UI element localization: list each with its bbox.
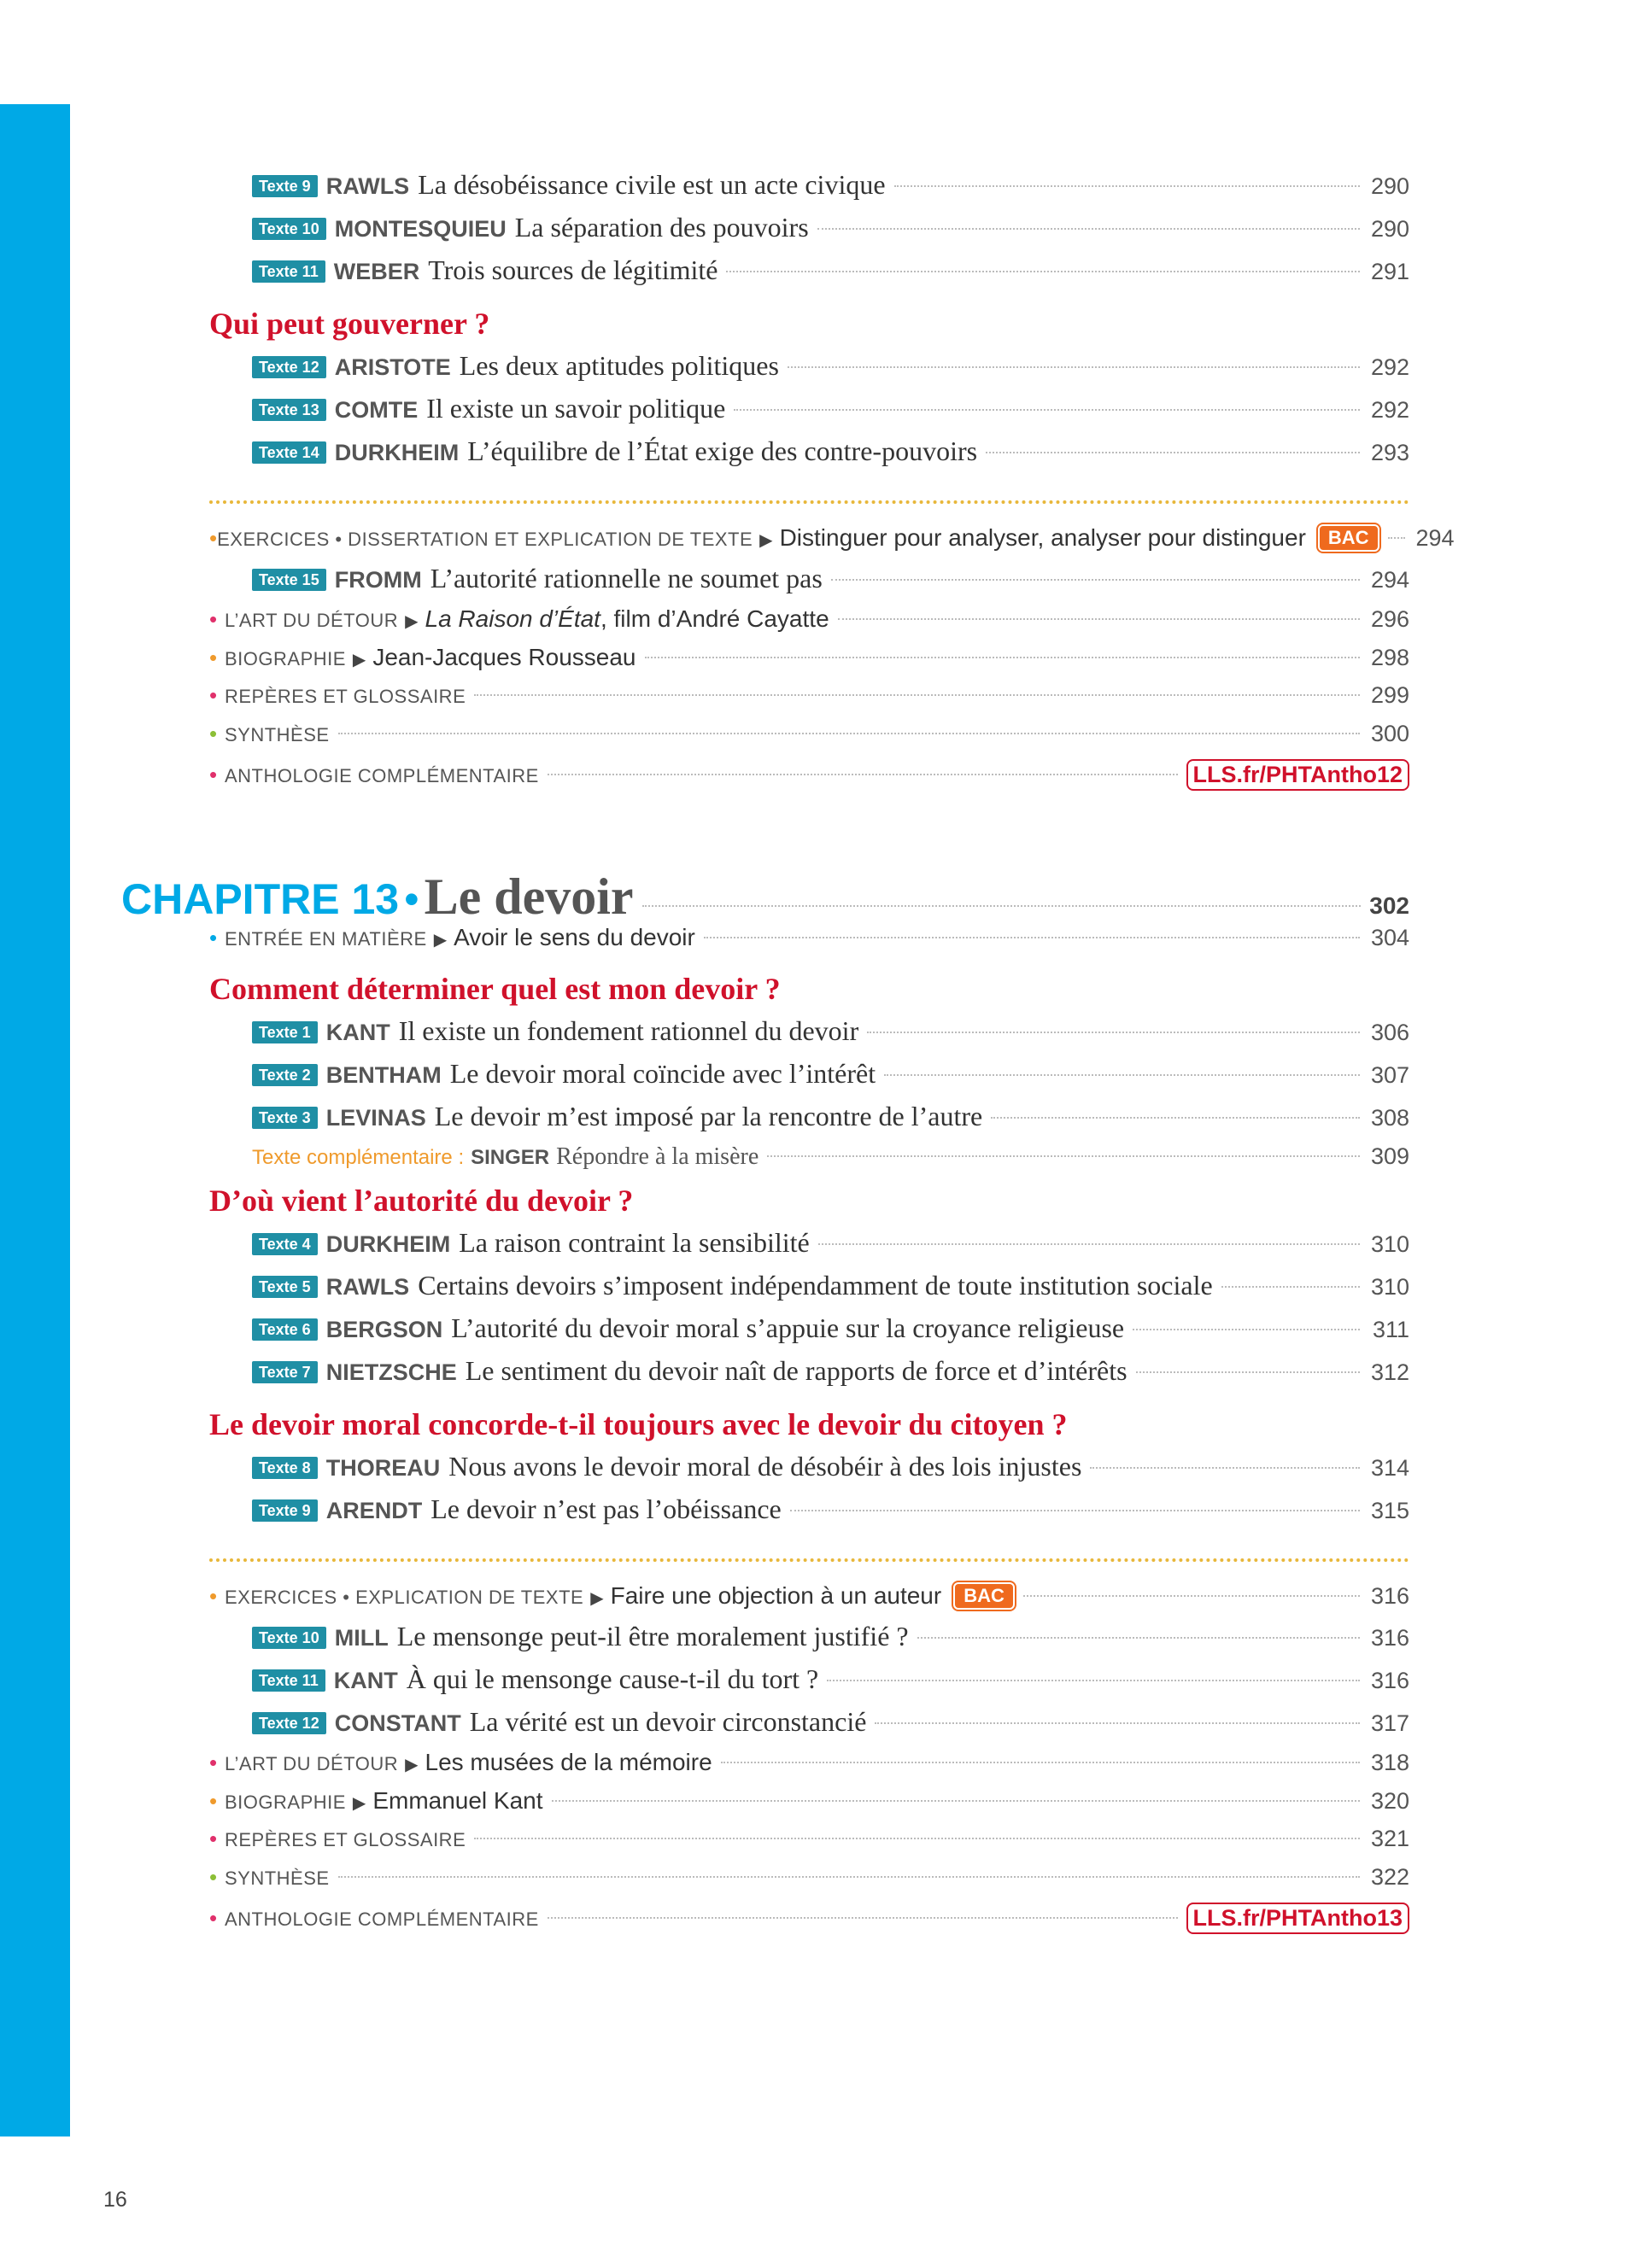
text-badge: Texte 10 xyxy=(252,218,326,240)
page-ref: 298 xyxy=(1370,645,1409,670)
text-author: BERGSON xyxy=(325,1317,443,1342)
section-heading[interactable]: D’où vient l’autorité du devoir ? xyxy=(209,1184,634,1218)
page-ref: 318 xyxy=(1370,1750,1409,1775)
page-ref: 307 xyxy=(1370,1062,1409,1088)
text-badge: Texte 2 xyxy=(252,1064,318,1086)
toc-text-entry[interactable] xyxy=(209,254,1409,297)
text-badge: Texte 3 xyxy=(252,1107,318,1129)
entry-kind: L’ART DU DÉTOUR xyxy=(225,610,399,631)
entry-title: La Raison d’État, film d’André Cayatte xyxy=(425,605,829,632)
text-title: La raison contraint la sensibilité xyxy=(459,1227,810,1258)
toc-art-entry[interactable] xyxy=(209,1749,1409,1787)
toc-complementary-entry[interactable] xyxy=(209,1143,1409,1174)
text-badge: Texte 9 xyxy=(252,175,318,197)
page-ref: 294 xyxy=(1370,567,1409,593)
toc-text-entry[interactable] xyxy=(209,1663,1409,1706)
dot-leader xyxy=(986,452,1360,453)
toc-text-entry[interactable] xyxy=(209,1451,1409,1493)
text-author: COMTE xyxy=(334,397,419,423)
play-arrow-icon: ▶ xyxy=(405,612,419,631)
text-author: DURKHEIM xyxy=(334,440,460,465)
text-badge: Texte 11 xyxy=(252,1669,325,1692)
page-ref: 299 xyxy=(1370,682,1409,708)
text-title: L’autorité rationnelle ne soumet pas xyxy=(430,563,823,593)
dot-leader xyxy=(552,1800,1360,1802)
page-ref: 300 xyxy=(1370,721,1409,746)
text-badge: Texte 9 xyxy=(252,1499,318,1522)
bullet-icon: • xyxy=(209,925,218,950)
toc-reperes-entry[interactable] xyxy=(209,682,1409,721)
text-badge: Texte 7 xyxy=(252,1361,318,1383)
dotted-divider xyxy=(209,500,1409,504)
page-ref: 322 xyxy=(1370,1864,1409,1890)
toc-text-entry[interactable] xyxy=(209,1621,1409,1663)
bullet-icon: • xyxy=(209,1826,218,1851)
entry-kind: EXERCICES • DISSERTATION ET EXPLICATION DE TEXTE xyxy=(217,529,753,550)
toc-text-entry[interactable] xyxy=(209,393,1409,435)
bullet-icon: • xyxy=(209,1788,218,1814)
toc-text-entry[interactable] xyxy=(209,563,1409,605)
toc-synthese-entry[interactable] xyxy=(209,721,1409,759)
text-title: Certains devoirs s’imposent indépendamment de toute institution sociale xyxy=(418,1270,1213,1301)
toc-exercises-entry[interactable] xyxy=(209,524,1455,563)
dot-leader xyxy=(1133,1329,1360,1330)
toc-chapter-13 xyxy=(121,868,1409,1941)
dot-leader xyxy=(474,694,1360,696)
bullet-icon: • xyxy=(209,682,218,708)
text-badge: Texte 11 xyxy=(252,260,325,283)
dot-leader xyxy=(1023,1595,1360,1597)
dot-leader xyxy=(767,1155,1360,1157)
toc-biography-entry[interactable] xyxy=(209,1787,1409,1826)
text-author: FROMM xyxy=(334,567,422,593)
page-ref: 314 xyxy=(1370,1455,1409,1481)
dot-leader xyxy=(548,1917,1178,1919)
play-arrow-icon: ▶ xyxy=(590,1589,604,1608)
toc-exercises-entry[interactable] xyxy=(209,1582,1409,1621)
toc-synthese-entry[interactable] xyxy=(209,1864,1409,1903)
toc-text-entry[interactable] xyxy=(209,212,1409,254)
page-ref: 320 xyxy=(1370,1788,1409,1814)
dot-leader xyxy=(1221,1286,1360,1288)
page-ref: 306 xyxy=(1370,1020,1409,1045)
text-title: Il existe un fondement rationnel du devoir xyxy=(398,1015,859,1046)
page-ref: 317 xyxy=(1370,1710,1409,1736)
entry-kind: BIOGRAPHIE xyxy=(225,648,346,669)
page-ref: 290 xyxy=(1370,173,1409,199)
text-author: LEVINAS xyxy=(325,1105,426,1131)
toc-text-entry[interactable] xyxy=(209,1355,1409,1398)
text-title: La désobéissance civile est un acte civique xyxy=(418,169,886,200)
dot-leader xyxy=(1136,1371,1360,1373)
text-author: BENTHAM xyxy=(325,1062,442,1088)
page-ref: 308 xyxy=(1370,1105,1409,1131)
text-badge: Texte 1 xyxy=(252,1021,318,1043)
chapter-label: CHAPITRE 13 xyxy=(121,875,400,923)
text-title: Le sentiment du devoir naît de rapports de force et d’intérêts xyxy=(465,1355,1128,1386)
text-badge: Texte 8 xyxy=(252,1457,318,1479)
entry-kind: SYNTHÈSE xyxy=(225,1868,330,1889)
bullet-icon: • xyxy=(209,1905,218,1931)
text-author: ARENDT xyxy=(325,1498,423,1523)
text-title: L’équilibre de l’État exige des contre-pouvoirs xyxy=(467,435,978,466)
toc-anthology-entry[interactable] xyxy=(209,1903,1409,1941)
text-title: À qui le mensonge cause-t-il du tort ? xyxy=(406,1663,819,1694)
toc-text-entry[interactable] xyxy=(209,435,1409,478)
text-badge: Texte 10 xyxy=(252,1627,326,1649)
text-badge: Texte 4 xyxy=(252,1233,318,1255)
dot-leader xyxy=(726,271,1360,272)
page-ref: 316 xyxy=(1370,1625,1409,1651)
text-badge: Texte 6 xyxy=(252,1318,318,1341)
play-arrow-icon: ▶ xyxy=(759,531,773,550)
section-heading[interactable]: Le devoir moral concorde-t-il toujours avec le devoir du citoyen ? xyxy=(209,1407,1068,1441)
page-ref: 293 xyxy=(1370,440,1409,465)
text-title: Trois sources de légitimité xyxy=(428,254,718,285)
section-heading[interactable]: Comment déterminer quel est mon devoir ? xyxy=(209,972,781,1006)
entry-title: Jean-Jacques Rousseau xyxy=(372,644,636,670)
entry-title: Avoir le sens du devoir xyxy=(454,924,695,950)
bullet-icon: • xyxy=(209,645,218,670)
dot-leader xyxy=(884,1074,1360,1076)
bullet-icon: • xyxy=(209,1864,218,1890)
text-badge: Texte 14 xyxy=(252,441,326,464)
page-ref: 309 xyxy=(1370,1143,1409,1169)
text-author: KANT xyxy=(333,1668,398,1693)
dot-leader xyxy=(838,618,1360,620)
anthology-link[interactable]: LLS.fr/PHTAntho13 xyxy=(1186,1903,1410,1934)
text-title: La séparation des pouvoirs xyxy=(514,212,809,243)
text-author: MILL xyxy=(334,1625,389,1651)
complementary-label: Texte complémentaire : xyxy=(252,1146,465,1169)
page-number: 16 xyxy=(103,2188,127,2212)
entry-title: Faire une objection à un auteur xyxy=(610,1582,942,1609)
dot-leader xyxy=(831,579,1360,581)
toc-biography-entry[interactable] xyxy=(209,644,1409,682)
dot-leader xyxy=(867,1032,1360,1033)
dot-leader xyxy=(788,366,1360,368)
text-author: CONSTANT xyxy=(334,1710,461,1736)
play-arrow-icon: ▶ xyxy=(433,931,448,950)
toc-text-entry[interactable] xyxy=(209,169,1409,212)
text-author: RAWLS xyxy=(325,173,410,199)
text-badge: Texte 12 xyxy=(252,1712,326,1734)
text-author: WEBER xyxy=(333,259,420,284)
text-badge: Texte 13 xyxy=(252,399,326,421)
toc-part-continuation xyxy=(209,169,1455,798)
page-ref: 310 xyxy=(1370,1274,1409,1300)
page-ref: 292 xyxy=(1370,354,1409,380)
anthology-link[interactable]: LLS.fr/PHTAntho12 xyxy=(1186,759,1410,791)
dot-leader xyxy=(734,409,1360,411)
bullet-icon: • xyxy=(209,721,218,746)
dotted-divider xyxy=(209,1558,1409,1562)
dot-leader xyxy=(704,937,1360,938)
entry-kind: ANTHOLOGIE COMPLÉMENTAIRE xyxy=(225,765,539,786)
page-ref: 312 xyxy=(1370,1359,1409,1385)
text-title: Le devoir m’est imposé par la rencontre de l’autre xyxy=(434,1101,983,1131)
entry-kind: ENTRÉE EN MATIÈRE xyxy=(225,928,427,950)
text-author: NIETZSCHE xyxy=(325,1359,457,1385)
toc-text-entry[interactable] xyxy=(209,1312,1409,1355)
play-arrow-icon: ▶ xyxy=(405,1756,419,1774)
text-author: RAWLS xyxy=(325,1274,410,1300)
toc-reperes-entry[interactable] xyxy=(209,1826,1409,1864)
page-ref: 290 xyxy=(1370,216,1409,242)
toc-anthology-entry[interactable] xyxy=(209,759,1409,798)
bullet-icon: • xyxy=(209,1583,218,1609)
entry-kind: BIOGRAPHIE xyxy=(225,1792,346,1813)
toc-text-entry[interactable] xyxy=(209,1015,1409,1058)
text-title: L’autorité du devoir moral s’appuie sur la croyance religieuse xyxy=(451,1312,1125,1343)
chapter-heading[interactable] xyxy=(121,868,1409,924)
sidebar-color-band xyxy=(0,104,70,2136)
text-badge: Texte 5 xyxy=(252,1276,318,1298)
bac-badge: BAC xyxy=(953,1582,1015,1610)
page-ref: 292 xyxy=(1370,397,1409,423)
play-arrow-icon: ▶ xyxy=(352,1794,366,1813)
page-ref: 321 xyxy=(1370,1826,1409,1851)
toc-text-entry[interactable] xyxy=(209,1270,1409,1312)
page-ref: 294 xyxy=(1415,525,1455,551)
entry-kind: REPÈRES ET GLOSSAIRE xyxy=(225,1829,466,1850)
page-ref: 296 xyxy=(1370,606,1409,632)
toc-text-entry[interactable] xyxy=(209,1493,1409,1536)
chapter-title: Le devoir xyxy=(424,868,634,925)
page-ref: 302 xyxy=(1369,892,1409,919)
page-ref: 316 xyxy=(1370,1583,1409,1609)
page-ref: 304 xyxy=(1370,925,1409,950)
play-arrow-icon: ▶ xyxy=(352,651,366,669)
entry-kind: REPÈRES ET GLOSSAIRE xyxy=(225,686,466,707)
text-title: Le devoir n’est pas l’obéissance xyxy=(430,1493,782,1524)
text-title: Le devoir moral coïncide avec l’intérêt xyxy=(449,1058,876,1089)
bullet-icon: • xyxy=(209,606,218,632)
text-title: La vérité est un devoir circonstancié xyxy=(469,1706,867,1737)
text-title: Le mensonge peut-il être moralement justifié ? xyxy=(396,1621,909,1651)
entry-kind: EXERCICES • EXPLICATION DE TEXTE xyxy=(225,1587,584,1608)
entry-title: Les musées de la mémoire xyxy=(425,1749,712,1775)
dot-leader xyxy=(917,1637,1360,1639)
dot-leader xyxy=(548,774,1178,775)
dot-leader xyxy=(1388,537,1405,539)
text-badge: Texte 15 xyxy=(252,569,326,591)
dot-leader xyxy=(875,1722,1360,1724)
entry-kind: ANTHOLOGIE COMPLÉMENTAIRE xyxy=(225,1909,539,1930)
page-ref: 310 xyxy=(1370,1231,1409,1257)
page-ref: 316 xyxy=(1370,1668,1409,1693)
bac-badge: BAC xyxy=(1318,524,1379,552)
dot-leader xyxy=(894,185,1360,187)
entry-kind: SYNTHÈSE xyxy=(225,724,330,745)
bullet-icon: • xyxy=(209,1750,218,1775)
text-title: Les deux aptitudes politiques xyxy=(459,350,779,381)
text-author: KANT xyxy=(325,1020,390,1045)
bullet-icon: • xyxy=(209,762,218,787)
toc-text-entry[interactable] xyxy=(209,1058,1409,1101)
entry-kind: L’ART DU DÉTOUR xyxy=(225,1753,399,1774)
dot-leader xyxy=(338,1876,1360,1878)
text-author: DURKHEIM xyxy=(325,1231,451,1257)
text-title: Il existe un savoir politique xyxy=(426,393,726,424)
dot-leader xyxy=(474,1838,1360,1839)
entry-title: Distinguer pour analyser, analyser pour distinguer xyxy=(779,524,1306,551)
chapter-separator: • xyxy=(404,875,419,923)
toc-entree-entry[interactable] xyxy=(121,924,1409,962)
dot-leader xyxy=(790,1510,1360,1511)
text-badge: Texte 12 xyxy=(252,356,326,378)
page-ref: 311 xyxy=(1372,1317,1409,1342)
dot-leader xyxy=(817,228,1360,230)
toc-text-entry[interactable] xyxy=(209,1101,1409,1143)
text-author: SINGER xyxy=(471,1146,550,1169)
dot-leader xyxy=(645,657,1360,658)
toc-text-entry[interactable] xyxy=(209,1706,1409,1749)
text-title: Répondre à la misère xyxy=(556,1143,759,1170)
toc-text-entry[interactable] xyxy=(209,1227,1409,1270)
section-heading[interactable]: Qui peut gouverner ? xyxy=(209,307,490,341)
page-ref: 315 xyxy=(1370,1498,1409,1523)
text-author: THOREAU xyxy=(325,1455,441,1481)
dot-leader xyxy=(338,733,1360,734)
text-title: Nous avons le devoir moral de désobéir à des lois injustes xyxy=(448,1451,1082,1482)
toc-text-entry[interactable] xyxy=(209,350,1409,393)
page-ref: 291 xyxy=(1370,259,1409,284)
dot-leader xyxy=(818,1243,1360,1245)
dot-leader xyxy=(642,905,1362,907)
dot-leader xyxy=(827,1680,1360,1681)
dot-leader xyxy=(1090,1467,1360,1469)
toc-art-entry[interactable] xyxy=(209,605,1409,644)
entry-title: Emmanuel Kant xyxy=(372,1787,543,1814)
text-author: ARISTOTE xyxy=(334,354,451,380)
text-author: MONTESQUIEU xyxy=(334,216,507,242)
dot-leader xyxy=(721,1762,1360,1763)
dot-leader xyxy=(991,1117,1360,1119)
bullet-icon: • xyxy=(209,525,218,551)
